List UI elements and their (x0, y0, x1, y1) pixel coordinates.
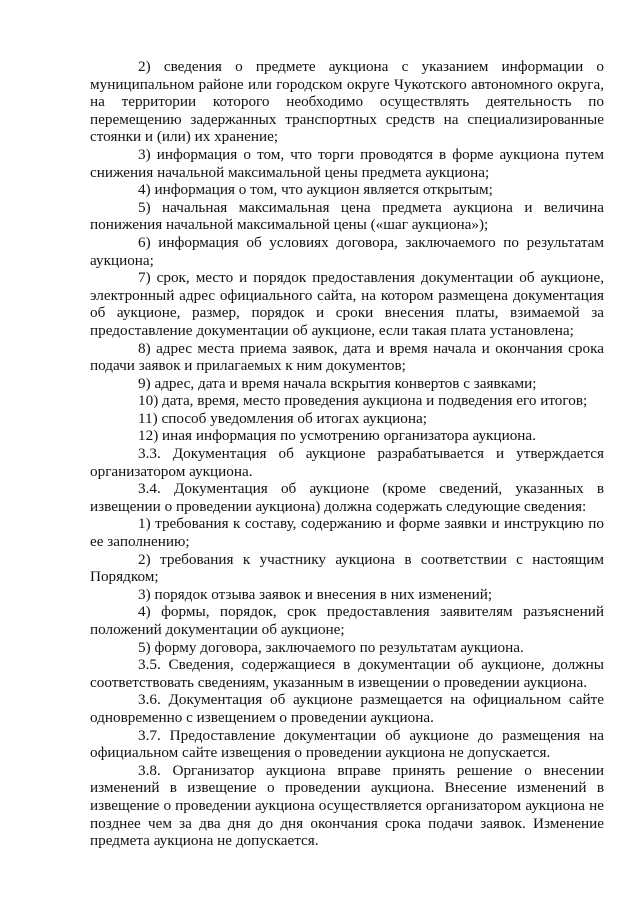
paragraph-item-3: 3) информация о том, что торги проводятся в форме аукциона путем снижения начальной максимальной цены предмета аукциона; (90, 145, 604, 181)
paragraph-item-6: 6) информация об условиях договора, заключаемого по результатам аукциона; (90, 233, 604, 269)
paragraph-item-2: 2) сведения о предмете аукциона с указанием информации о муниципальном районе или городском округе Чукотского автономного округа, на территории которого необходимо осуществлять деятельность по перемещению задержанных транспортных средств на специализированные стоянки и (или) их хранение; (90, 58, 604, 146)
requirement-item-5: 5) форму договора, заключаемого по результатам аукциона. (138, 638, 524, 656)
paragraph-item-5: 5) начальная максимальная цена предмета аукциона и величина понижения начальной максимальной цены («шаг аукциона»); (90, 198, 604, 234)
section-3-7: 3.7. Предоставление документации об аукционе до размещения на официальном сайте извещения о проведении аукциона не допускается. (90, 726, 604, 762)
section-3-5: 3.5. Сведения, содержащиеся в документации об аукционе, должны соответствовать сведениям, указанным в извещении о проведении аукциона. (90, 656, 604, 691)
paragraph-item-10: 10) дата, время, место проведения аукциона и подведения его итогов; (138, 392, 588, 410)
paragraph-item-11: 11) способ уведомления об итогах аукциона; (138, 409, 427, 427)
document-page (90, 58, 604, 850)
requirement-item-1: 1) требования к составу, содержанию и форме заявки и инструкцию по ее заполнению; (90, 515, 604, 551)
requirement-item-3: 3) порядок отзыва заявок и внесения в них изменений; (138, 585, 493, 603)
section-3-6: 3.6. Документация об аукционе размещается на официальном сайте одновременно с извещением о проведении аукциона. (90, 691, 604, 726)
paragraph-item-7: 7) срок, место и порядок предоставления документации об аукционе, электронный адрес официального сайта, на котором размещена документация об аукционе, размер, порядок и сроки внесения платы, взимаемой за предоставление документации об аукционе, если такая плата установлена; (90, 269, 604, 339)
section-3-3: 3.3. Документация об аукционе разрабатывается и утверждается организатором аукциона. (90, 445, 604, 480)
section-3-8: 3.8. Организатор аукциона вправе принять решение о внесении изменений в извещение о проведении аукциона. Внесение изменений в извещение о проведении аукциона осуществляется организатором аукциона не позднее чем за два дня до дня окончания срока подачи заявок. Изменение предмета аукциона не допускается. (90, 761, 604, 850)
paragraph-item-8: 8) адрес места приема заявок, дата и время начала и окончания срока подачи заявок и прилагаемых к ним документов; (90, 339, 604, 375)
paragraph-item-4: 4) информация о том, что аукцион является открытым; (138, 181, 493, 199)
requirement-item-4: 4) формы, порядок, срок предоставления заявителям разъяснений положений документации об аукционе; (90, 603, 604, 638)
section-3-4: 3.4. Документация об аукционе (кроме сведений, указанных в извещении о проведении аукциона) должна содержать следующие сведения: (90, 480, 604, 515)
requirement-item-2: 2) требования к участнику аукциона в соответствии с настоящим Порядком; (90, 550, 604, 586)
paragraph-item-12: 12) иная информация по усмотрению организатора аукциона. (138, 427, 536, 445)
paragraph-item-9: 9) адрес, дата и время начала вскрытия конвертов с заявками; (138, 374, 537, 392)
